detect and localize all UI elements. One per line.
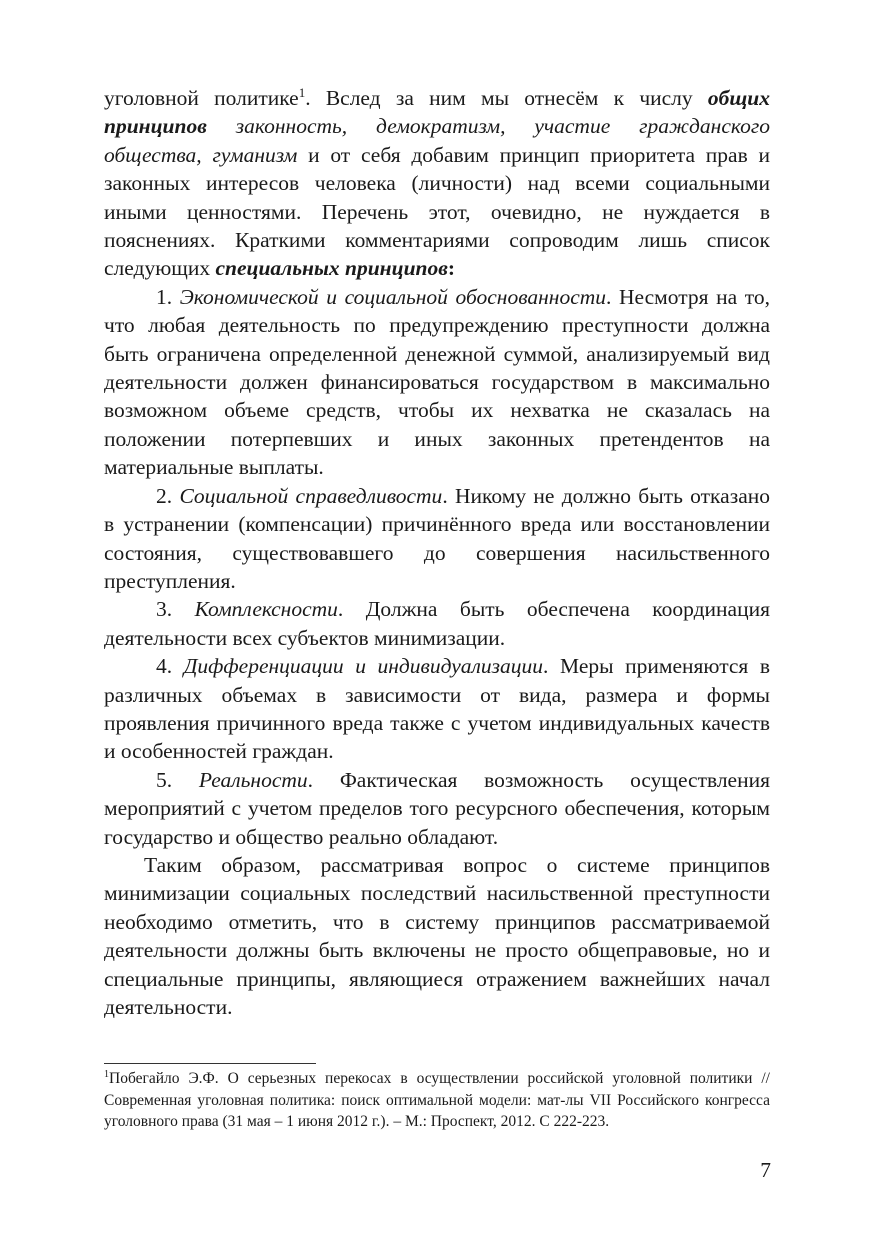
principle-item-4 <box>104 652 770 766</box>
principle-name: Экономической и социальной обоснованности <box>179 284 607 309</box>
principle-number: 3. <box>156 597 173 622</box>
principle-name: Реальности <box>198 767 308 792</box>
principle-text: . Никому не должно быть отказано в устранении (компенсации) причинённого вреда или восстановлении состояния, существовавшего до совершения насильственного преступления. <box>104 483 770 593</box>
general-principles-list: законность, демократизм, участие гражданского общества, гуманизм <box>104 114 770 167</box>
principle-item-1 <box>104 283 770 482</box>
principle-text: . Меры применяются в различных объемах в зависимости от вида, размера и формы проявления причинного вреда также с учетом индивидуальных качеств и особенностей граждан. <box>104 654 770 764</box>
general-principles-term: общих принципов <box>104 86 770 139</box>
principle-text: . Должна быть обеспечена координация деятельности всех субъектов минимизации. <box>104 597 771 650</box>
principle-text: . Несмотря на то, что любая деятельность по предупреждению преступности должна быть ограничена определенной денежной суммой, анализируемый вид деятельности должен финансироваться государством в максимально возможном объеме средств, чтобы их нехватка не сказалась на положении потерпевших и иных законных претендентов на материальные выплаты. <box>104 284 770 480</box>
page-number: 7 <box>760 1158 771 1182</box>
principle-number: 4. <box>156 654 173 679</box>
intro-text: . Вслед за ним мы отнесём к числу <box>305 86 708 110</box>
intro-paragraph <box>104 84 770 283</box>
conclusion-paragraph: Таким образом, рассматривая вопрос о системе принципов минимизации социальных последствий насильственной преступности необходимо отметить, что в систему принципов рассматриваемой деятельности должны быть включены не просто общеправовые, но и специальные принципы, являющиеся отражением важнейших начал деятельности. <box>104 852 770 1019</box>
footnote-divider <box>104 1063 316 1064</box>
principle-item-5 <box>104 766 770 851</box>
intro-text: и от себя добавим принцип приоритета прав и законных интересов человека (личности) над всеми социальными иными ценностями. Перечень этот, очевидно, не нуждается в пояснениях. Краткими комментариями сопроводим лишь список следующих <box>104 142 771 281</box>
footnote <box>104 1068 770 1133</box>
principle-number: 2. <box>156 483 173 508</box>
footnote-reference[interactable]: 1 <box>298 85 306 100</box>
principle-item-2 <box>104 482 770 596</box>
footnote-marker: 1 <box>104 1069 109 1080</box>
intro-space <box>207 114 236 138</box>
footnote-text: Побегайло Э.Ф. О серьезных перекосах в осуществлении российской уголовной политики // Современная уголовная политика: поиск оптимальной модели: мат-лы VII Российского конгресса уголовного права (31 мая – 1 июня 2012 г.). – М.: Проспект, 2012. С 222-223. <box>104 1070 770 1130</box>
principle-text: . Фактическая возможность осуществления мероприятий с учетом пределов того ресурсного обеспечения, которым государство и общество реально обладают. <box>104 767 771 849</box>
main-text <box>104 84 770 1021</box>
intro-colon: : <box>447 256 456 281</box>
intro-text: уголовной политике <box>104 86 299 110</box>
principle-name: Комплексности <box>194 597 338 622</box>
principle-name: Социальной справедливости <box>179 483 443 508</box>
principle-item-3 <box>104 595 770 652</box>
special-principles-term: специальных принципов <box>215 256 448 281</box>
principle-number: 5. <box>156 767 173 792</box>
principle-number: 1. <box>156 284 173 309</box>
principle-name: Дифференциации и индивидуализации <box>183 654 544 679</box>
